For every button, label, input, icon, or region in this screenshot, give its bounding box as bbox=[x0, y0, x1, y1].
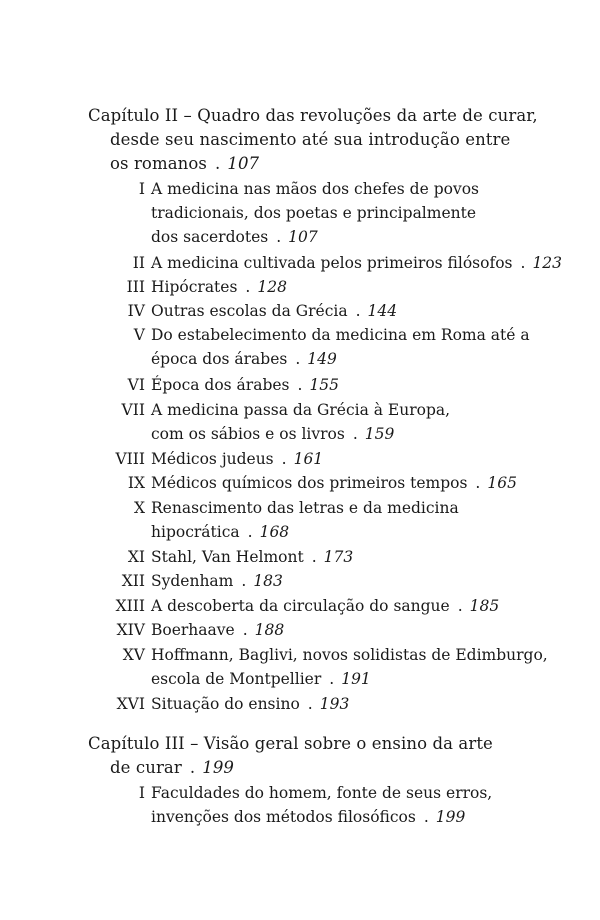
entry-line-text: A descoberta da circulação do sangue bbox=[151, 597, 450, 615]
leader-dot: . bbox=[297, 376, 303, 394]
entry-line bbox=[151, 569, 551, 593]
page-number: 199 bbox=[435, 808, 466, 826]
entry-text bbox=[151, 618, 551, 642]
entry-numeral: I bbox=[138, 784, 145, 802]
entry-line-text: Hipócrates bbox=[151, 278, 238, 296]
chapter-title-line: desde seu nascimento até sua introdução entre bbox=[110, 130, 511, 149]
entry-line-text: Boerhaave bbox=[151, 621, 235, 639]
entry-line bbox=[151, 275, 551, 299]
leader-dot: . bbox=[307, 695, 313, 713]
entry-line-text: com os sábios e os livros bbox=[151, 425, 345, 443]
chapter-heading bbox=[88, 104, 558, 176]
leader-dot: . bbox=[276, 228, 282, 246]
entry-numeral: XIV bbox=[116, 621, 145, 639]
entry-line: tradicionais, dos poetas e principalmente bbox=[151, 204, 477, 222]
entry-line-text: Médicos químicos dos primeiros tempos bbox=[151, 474, 468, 492]
chapter-title-line-text: de curar bbox=[110, 758, 182, 777]
page-number: 183 bbox=[253, 572, 283, 590]
entry-text bbox=[151, 323, 551, 371]
entry-text bbox=[151, 471, 551, 495]
chapter-title-line-text: os romanos bbox=[110, 154, 207, 173]
entry-text bbox=[151, 643, 551, 691]
page-number: 128 bbox=[257, 278, 287, 296]
entry-line bbox=[151, 520, 551, 544]
entry-line-text: Stahl, Van Helmont bbox=[151, 548, 304, 566]
entry-text bbox=[151, 299, 551, 323]
leader-dot: . bbox=[245, 278, 251, 296]
entry-line bbox=[151, 347, 551, 371]
entry-numeral: IV bbox=[127, 302, 145, 320]
entry-line bbox=[151, 422, 551, 446]
entry-line: Faculdades do homem, fonte de seus erros, bbox=[151, 784, 493, 802]
entry-line bbox=[151, 447, 551, 471]
entry-numeral: XIII bbox=[115, 597, 145, 615]
entry-text bbox=[151, 275, 551, 299]
entry-line bbox=[151, 692, 551, 716]
entry-line bbox=[151, 667, 551, 691]
page-number: 165 bbox=[487, 474, 517, 492]
entry-numeral: IX bbox=[127, 474, 145, 492]
page-number: 123 bbox=[532, 254, 563, 272]
entry-line-text: escola de Montpellier bbox=[151, 670, 322, 688]
entry-line-text: Médicos judeus bbox=[151, 450, 274, 468]
entry-line-text: hipocrática bbox=[151, 523, 240, 541]
entry-text bbox=[151, 251, 563, 275]
entry-text bbox=[151, 177, 551, 249]
entry-line-text: época dos árabes bbox=[151, 350, 288, 368]
entry-line: A medicina nas mãos dos chefes de povos bbox=[151, 180, 479, 198]
entry-line bbox=[151, 545, 551, 569]
entry-numeral: X bbox=[133, 499, 145, 517]
page-number: 107 bbox=[227, 154, 260, 173]
entry-numeral: III bbox=[126, 278, 145, 296]
leader-dot: . bbox=[352, 425, 358, 443]
entry-numeral: VII bbox=[121, 401, 145, 419]
entry-line bbox=[151, 373, 551, 397]
leader-dot: . bbox=[423, 808, 429, 826]
entry-numeral: II bbox=[132, 254, 145, 272]
entry-text bbox=[151, 692, 551, 716]
leader-dot: . bbox=[295, 350, 301, 368]
entry-numeral: V bbox=[133, 326, 145, 344]
leader-dot: . bbox=[520, 254, 526, 272]
entry-line-text: dos sacerdotes bbox=[151, 228, 269, 246]
page-number: 149 bbox=[307, 350, 337, 368]
entry-line: Do estabelecimento da medicina em Roma até a bbox=[151, 326, 530, 344]
page-number: 168 bbox=[259, 523, 290, 541]
entry-line-text: Situação do ensino bbox=[151, 695, 300, 713]
page-number: 159 bbox=[364, 425, 395, 443]
chapter-title-line bbox=[88, 152, 558, 176]
page-number: 188 bbox=[254, 621, 285, 639]
entry-numeral: XV bbox=[122, 646, 145, 664]
leader-dot: . bbox=[457, 597, 463, 615]
entry-numeral: XVI bbox=[116, 695, 145, 713]
entry-numeral: XI bbox=[127, 548, 145, 566]
leader-dot: . bbox=[311, 548, 317, 566]
entry-line: A medicina passa da Grécia à Europa, bbox=[151, 401, 451, 419]
entry-text bbox=[151, 545, 551, 569]
entry-line bbox=[151, 618, 551, 642]
page-number: 199 bbox=[202, 758, 235, 777]
entry-numeral: VI bbox=[127, 376, 145, 394]
entry-text bbox=[151, 373, 551, 397]
entry-text bbox=[151, 496, 551, 544]
entry-text bbox=[151, 447, 551, 471]
page-number: 107 bbox=[288, 228, 318, 246]
page-number: 173 bbox=[323, 548, 354, 566]
leader-dot: . bbox=[214, 154, 221, 173]
leader-dot: . bbox=[329, 670, 335, 688]
leader-dot: . bbox=[355, 302, 361, 320]
page-number: 191 bbox=[341, 670, 371, 688]
entry-line bbox=[151, 471, 551, 495]
leader-dot: . bbox=[241, 572, 247, 590]
entry-line bbox=[151, 594, 551, 618]
leader-dot: . bbox=[242, 621, 248, 639]
entry-text bbox=[151, 398, 551, 446]
entry-numeral: XII bbox=[121, 572, 145, 590]
page-number: 193 bbox=[319, 695, 350, 713]
entry-line-text: Outras escolas da Grécia bbox=[151, 302, 348, 320]
page-number: 185 bbox=[469, 597, 500, 615]
chapter-title-line: Capítulo III – Visão geral sobre o ensino da arte bbox=[88, 734, 493, 753]
chapter-heading bbox=[88, 732, 558, 780]
leader-dot: . bbox=[247, 523, 253, 541]
entry-line-text: invenções dos métodos filosóficos bbox=[151, 808, 416, 826]
entry-line: Renascimento das letras e da medicina bbox=[151, 499, 459, 517]
entry-numeral: I bbox=[138, 180, 145, 198]
entry-line-text: Época dos árabes bbox=[151, 376, 290, 394]
entry-text bbox=[151, 569, 551, 593]
leader-dot: . bbox=[475, 474, 481, 492]
entry-line bbox=[151, 805, 551, 829]
page-number: 144 bbox=[367, 302, 398, 320]
entry-line-text: A medicina cultivada pelos primeiros filósofos bbox=[151, 254, 513, 272]
page-number: 155 bbox=[309, 376, 340, 394]
entry-text bbox=[151, 781, 551, 829]
entry-line: Hoffmann, Baglivi, novos solidistas de Edimburgo, bbox=[151, 646, 548, 664]
entry-line bbox=[151, 225, 551, 249]
entry-numeral: VIII bbox=[115, 450, 145, 468]
page-number: 161 bbox=[293, 450, 324, 468]
entry-line bbox=[151, 299, 551, 323]
entry-line-text: Sydenham bbox=[151, 572, 234, 590]
chapter-title-line bbox=[88, 756, 558, 780]
leader-dot: . bbox=[281, 450, 287, 468]
entry-line bbox=[151, 251, 563, 275]
leader-dot: . bbox=[189, 758, 196, 777]
entry-text bbox=[151, 594, 551, 618]
chapter-title-line: Capítulo II – Quadro das revoluções da arte de curar, bbox=[88, 106, 538, 125]
